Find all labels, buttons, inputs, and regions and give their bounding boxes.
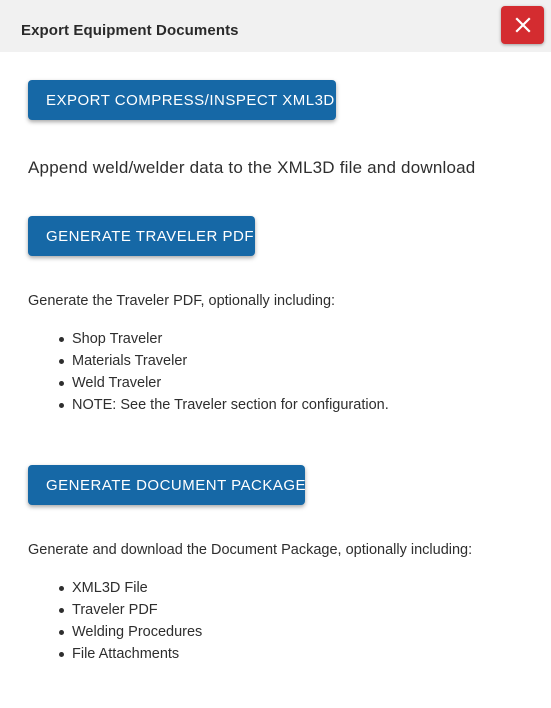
list-item: NOTE: See the Traveler section for configuration. — [72, 394, 389, 416]
package-options-list — [72, 577, 202, 665]
list-item: File Attachments — [72, 643, 202, 665]
close-button[interactable] — [501, 6, 544, 44]
package-description: Generate and download the Document Package, optionally including: — [28, 542, 473, 558]
list-item: Weld Traveler — [72, 372, 389, 394]
export-xml3d-button[interactable]: EXPORT COMPRESS/INSPECT XML3D — [28, 80, 336, 120]
list-item: XML3D File — [72, 577, 202, 599]
list-item: Welding Procedures — [72, 621, 202, 643]
dialog-header — [0, 0, 551, 52]
generate-traveler-pdf-button[interactable]: GENERATE TRAVELER PDF — [28, 216, 255, 256]
traveler-options-list — [72, 328, 389, 416]
list-item: Traveler PDF — [72, 599, 202, 621]
list-item: Materials Traveler — [72, 350, 389, 372]
dialog-title: Export Equipment Documents — [21, 22, 239, 39]
close-icon — [515, 17, 531, 33]
xml3d-description: Append weld/welder data to the XML3D file and download — [28, 158, 476, 177]
list-item: Shop Traveler — [72, 328, 389, 350]
traveler-description: Generate the Traveler PDF, optionally including: — [28, 293, 336, 309]
generate-document-package-button[interactable]: GENERATE DOCUMENT PACKAGE — [28, 465, 305, 505]
